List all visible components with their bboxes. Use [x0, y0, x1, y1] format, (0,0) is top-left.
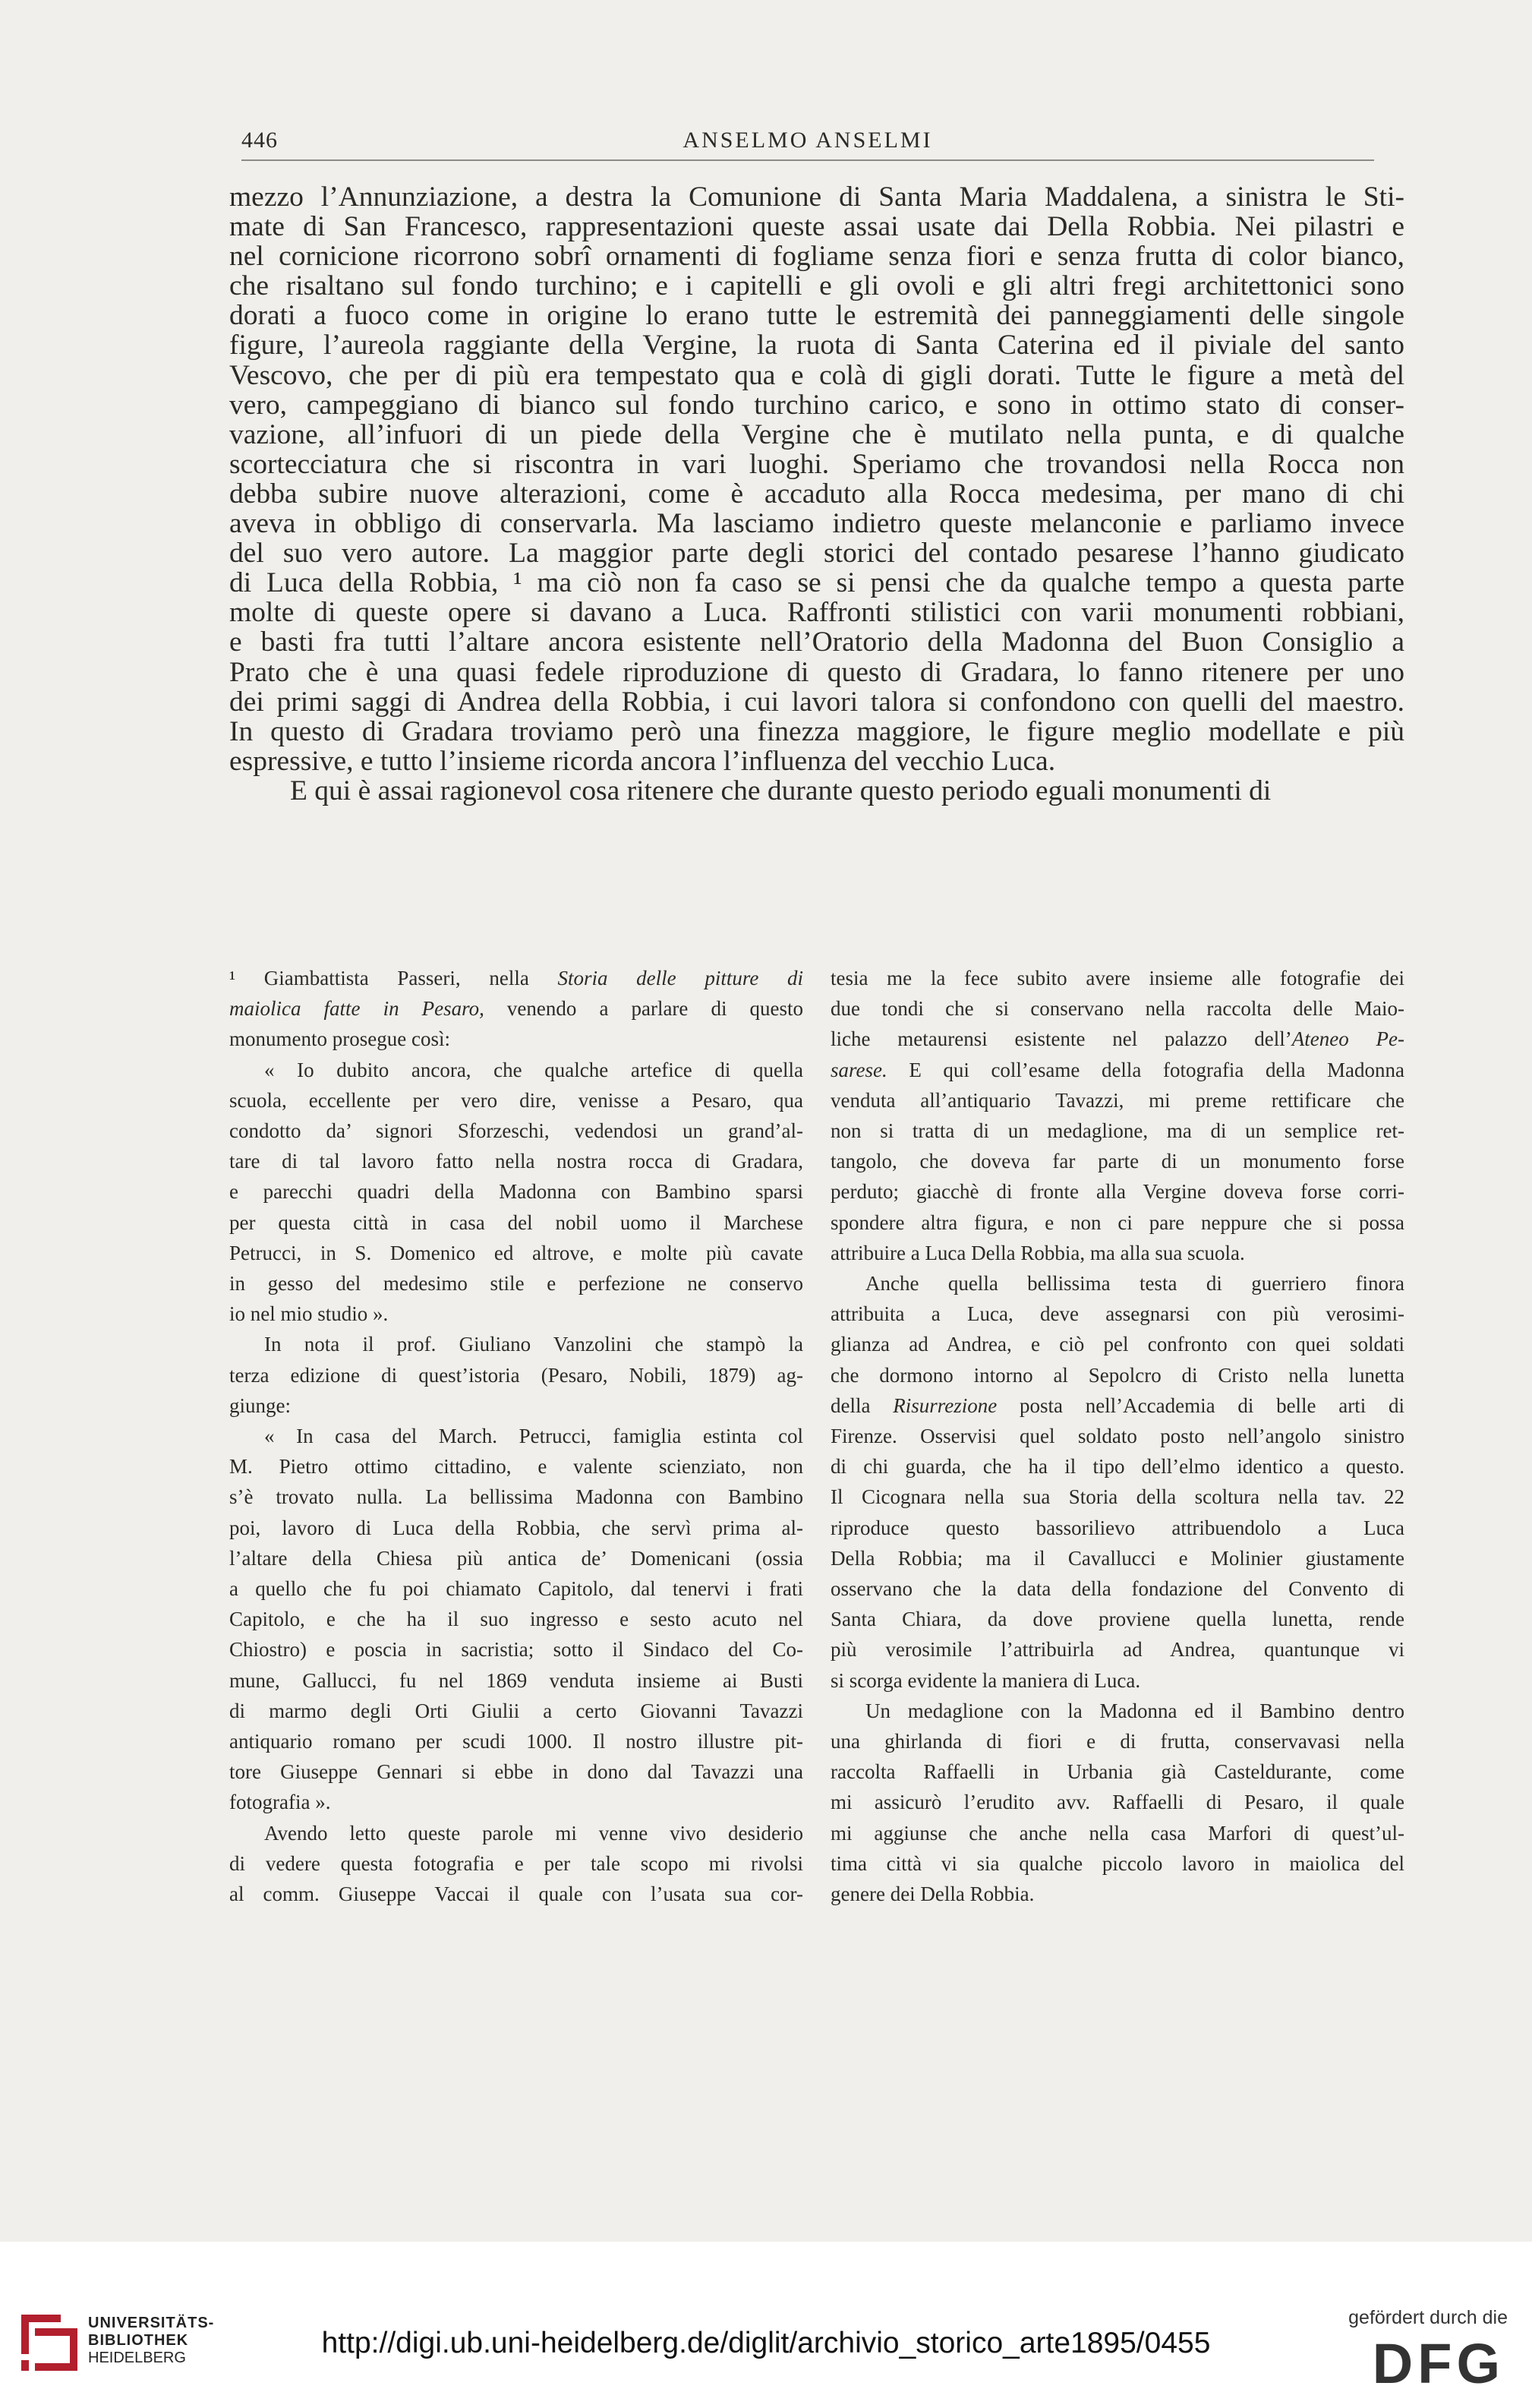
text-line: del suo vero autore. La maggior parte degli storici del contado pesarese l’hanno giudicato: [229, 538, 1404, 570]
footnote-continuation-rest: [831, 1085, 1404, 1268]
text-line: terza edizione di quest’istoria (Pesaro, Nobili, 1879) ag-: [229, 1363, 803, 1387]
main-paragraph-1: [229, 182, 1404, 776]
footnote-line: ¹ Giambattista Passeri, nella Storia delle pitture di: [229, 967, 803, 989]
text-line: mi assicurò l’erudito avv. Raffaelli di Pesaro, il quale: [831, 1791, 1404, 1814]
funding-caption: gefördert durch die: [1348, 2307, 1508, 2328]
text-line: in gesso del medesimo stile e perfezione ne conservo: [229, 1272, 803, 1296]
text-line: scortecciatura che si riscontra in vari luoghi. Speriamo che trovandosi nella Rocca non: [229, 448, 1404, 480]
book-title: Storia delle pitture di: [557, 967, 803, 989]
text-line: di vedere questa fotografia e per tale scopo mi rivolsi: [229, 1851, 803, 1875]
text-line: M. Pietro ottimo cittadino, e valente scienziato, non: [229, 1455, 803, 1479]
text-line: Avendo letto queste parole mi venne vivo desiderio: [264, 1821, 803, 1845]
digitization-footer: [0, 2242, 1532, 2408]
text-line: poi, lavoro di Luca della Robbia, che servì prima al-: [229, 1516, 803, 1539]
text-line: « Io dubito ancora, che qualche artefice di quella: [264, 1058, 803, 1081]
text-line: Prato che è una quasi fedele riproduzione di questo di Gradara, lo fanno ritenere per uno: [229, 656, 1404, 688]
text-line: tangolo, che doveva far parte di un monumento forse: [831, 1150, 1404, 1173]
main-text: [229, 182, 1404, 806]
text-line: tare di tal lavoro fatto nella nostra rocca di Gradara,: [229, 1150, 803, 1173]
text-line: espressive, e tutto l’insieme ricorda ancora l’influenza del vecchio Luca.: [229, 745, 1056, 777]
text-line: a quello che fu poi chiamato Capitolo, dal tenervi i frati: [229, 1577, 803, 1601]
book-title: maiolica fatte in Pesaro,: [229, 997, 484, 1021]
text-line: « In casa del March. Petrucci, famiglia estinta col: [264, 1425, 803, 1448]
text-line: In nota il prof. Giuliano Vanzolini che stampò la: [264, 1333, 803, 1356]
text-line: attribuita a Luca, deve assegnarsi con più verosimi-: [831, 1302, 1404, 1326]
text-line: molte di queste opere si davano a Luca. Raffronti stilistici con varii monumenti robbiani,: [229, 597, 1404, 629]
text-line: al comm. Giuseppe Vaccai il quale con l’usata sua cor-: [229, 1883, 803, 1906]
text-line: nel cornicione ricorrono sobrî ornamenti di fogliame senza fiori e senza frutta di color bianco,: [229, 241, 1404, 273]
footnote-line: della Risurrezione posta nell’Accademia di belle arti di: [831, 1393, 1404, 1417]
footnote-line: liche metaurensi esistente nel palazzo dell’Ateneo Pe-: [831, 1027, 1405, 1051]
institution-title: Ateneo Pe-: [1291, 1027, 1405, 1051]
text-line: antiquario romano per scudi 1000. Il nostro illustre pit-: [229, 1730, 803, 1753]
text-line: per questa città in casa del nobil uomo il Marchese: [229, 1210, 803, 1234]
text-line: di Luca della Robbia, ¹ ma ciò non fa caso se si pensi che da qualche tempo a questa parte: [229, 567, 1404, 599]
footnote-paragraph-guerriero-rest: [831, 1421, 1404, 1696]
text-line: giunge:: [229, 1393, 291, 1417]
footnote-quote-2: [229, 1421, 803, 1818]
text-line: perduto; giacchè di fronte alla Vergine doveva forse corri-: [831, 1180, 1404, 1204]
text-line: Vescovo, che per di più era tempestato qua e colà di gigli dorati. Tutte le figure a metà del: [229, 359, 1404, 391]
artwork-title: Risurrezione: [893, 1393, 998, 1417]
running-title: ANSELMO ANSELMI: [682, 128, 933, 153]
footnote-paragraph-guerriero: [831, 1268, 1404, 1390]
text-line: l’altare della Chiesa più antica de’ Domenicani (ossia: [229, 1546, 803, 1570]
text-line: venduta all’antiquario Tavazzi, mi preme rettificare che: [831, 1088, 1404, 1112]
library-name: UNIVERSITÄTS- BIBLIOTHEK HEIDELBERG: [88, 2315, 215, 2366]
footnote-column-left: [229, 963, 803, 1909]
text-line: e basti fra tutti l’altare ancora esistente nell’Oratorio della Madonna del Buon Consiglio a: [229, 626, 1404, 658]
text-line: genere dei Della Robbia.: [831, 1883, 1035, 1906]
text-line: mune, Gallucci, fu nel 1869 venduta insieme ai Busti: [229, 1668, 803, 1692]
footnote-line: maiolica fatte in Pesaro, venendo a parlare di questo: [229, 997, 804, 1021]
text-line: spondere altra figura, e non ci pare neppure che si possa: [831, 1210, 1404, 1234]
text-line: una ghirlanda di fiori e di frutta, conservavasi nella: [831, 1730, 1404, 1753]
footnote-paragraph-3: [229, 1329, 803, 1421]
page-number: 446: [241, 128, 278, 153]
text-line: Della Robbia; ma il Cavallucci e Molinier giustamente: [831, 1546, 1404, 1570]
text-line: e parecchi quadri della Madonna con Bambino sparsi: [229, 1180, 803, 1204]
text-line: attribuire a Luca Della Robbia, ma alla sua scuola.: [831, 1241, 1245, 1264]
running-head: [241, 122, 1374, 161]
dfg-logo: DFG: [1372, 2332, 1505, 2395]
text-line: scuola, eccellente per vero dire, venisse a Pesaro, qua: [229, 1088, 803, 1112]
text-line: In questo di Gradara troviamo però una finezza maggiore, le figure meglio modellate e più: [229, 715, 1404, 747]
text-line: condotto da’ signori Sforzeschi, vedendosi un grand’al-: [229, 1119, 803, 1143]
text-line: osservano che la data della fondazione del Convento di: [831, 1577, 1404, 1601]
text-line: glianza ad Andrea, e ciò pel confronto con quei soldati: [831, 1333, 1404, 1356]
text-line: di chi guarda, che ha il tipo dell’elmo identico a questo.: [831, 1455, 1404, 1479]
footnote-quote-1: [229, 1055, 803, 1330]
institution-title: sarese.: [831, 1058, 887, 1081]
text-line: figure, l’aureola raggiante della Vergine, la ruota di Santa Caterina ed il piviale del santo: [229, 330, 1404, 361]
main-paragraph-2: E qui è assai ragionevol cosa ritenere che durante questo periodo eguali monumenti di: [290, 775, 1272, 806]
text-line: che risaltano sul fondo turchino; e i capitelli e gli ovoli e gli altri fregi architettonici sono: [229, 270, 1404, 302]
text-line: io nel mio studio ».: [229, 1302, 389, 1326]
text-line: raccolta Raffaelli in Urbania già Casteldurante, come: [831, 1760, 1404, 1784]
footnote-line: sarese. E qui coll’esame della fotografia della Madonna: [831, 1058, 1404, 1081]
text-line: due tondi che si conservano nella raccolta delle Maio-: [831, 997, 1404, 1021]
text-line: si scorga evidente la maniera di Luca.: [831, 1668, 1141, 1692]
text-line: aveva in obbligo di conservarla. Ma lasciamo indietro queste melanconie e parliamo invece: [229, 508, 1404, 540]
text-line: tesia me la fece subito avere insieme alle fotografie dei: [831, 967, 1404, 989]
text-line: più verosimile l’attribuirla ad Andrea, quantunque vi: [831, 1638, 1404, 1662]
text-line: mezzo l’Annunziazione, a destra la Comunione di Santa Maria Maddalena, a sinistra le Sti-: [229, 181, 1404, 213]
text-line: Il Cicognara nella sua Storia della scoltura nella tav. 22: [831, 1485, 1404, 1509]
text-line: riproduce questo bassorilievo attribuendolo a Luca: [831, 1516, 1404, 1539]
text-line: non si tratta di un medaglione, ma di un semplice ret-: [831, 1119, 1404, 1143]
text-line: tore Giuseppe Gennari si ebbe in dono dal Tavazzi una: [229, 1760, 803, 1784]
text-line: vazione, all’infuori di un piede della Vergine che è mutilato nella punta, e di qualche: [229, 418, 1404, 450]
text-line: mi aggiunse che anche nella casa Marfori di quest’ul-: [831, 1821, 1404, 1845]
permalink-url[interactable]: http://digi.ub.uni-heidelberg.de/diglit/archivio_storico_arte1895/0455: [321, 2327, 1211, 2359]
text-line: di marmo degli Orti Giulii a certo Giovanni Tavazzi: [229, 1699, 803, 1722]
text-line: s’è trovato nulla. La bellissima Madonna con Bambino: [229, 1485, 803, 1509]
text-line: che dormono intorno al Sepolcro di Cristo nella lunetta: [831, 1363, 1404, 1387]
footnote-paragraph-5: [229, 1818, 803, 1910]
text-line: dorati a fuoco come in origine lo erano tutte le estremità dei panneggiamenti delle singole: [229, 300, 1404, 332]
footnote-column-right: [831, 963, 1404, 1909]
text-line: vero, campeggiano di bianco sul fondo turchino carico, e sono in ottimo stato di conser-: [229, 389, 1404, 421]
text-line: dei primi saggi di Andrea della Robbia, i cui lavori talora si confondono con quelli del maestro.: [229, 686, 1404, 718]
text-line: Chiostro) e poscia in sacristia; sotto il Sindaco del Co-: [229, 1638, 803, 1662]
text-line: fotografia ».: [229, 1791, 331, 1814]
text-line: Petrucci, in S. Domenico ed altrove, e molte più cavate: [229, 1241, 803, 1264]
text-line: mate di San Francesco, rappresentazioni queste assai usate dai Della Robbia. Nei pilastri e: [229, 211, 1404, 243]
text-line: Un medaglione con la Madonna ed il Bambino dentro: [865, 1699, 1404, 1722]
footnote-continuation: [831, 963, 1404, 1024]
footnote-paragraph-medaglione: [831, 1696, 1404, 1909]
text-line: debba subire nuove alterazioni, come è accaduto alla Rocca medesima, per mano di chi: [229, 478, 1404, 510]
text-line: Santa Chiara, da dove proviene quella lunetta, rende: [831, 1608, 1404, 1631]
text-line: Capitolo, e che ha il suo ingresso e sesto acuto nel: [229, 1608, 803, 1631]
text-line: Anche quella bellissima testa di guerriero finora: [865, 1272, 1404, 1296]
text-line: Firenze. Osservisi quel soldato posto nell’angolo sinistro: [831, 1425, 1404, 1448]
footnote-line: monumento prosegue così:: [229, 1027, 450, 1051]
text-line: tima città vi sia qualche piccolo lavoro in maiolica del: [831, 1851, 1404, 1875]
